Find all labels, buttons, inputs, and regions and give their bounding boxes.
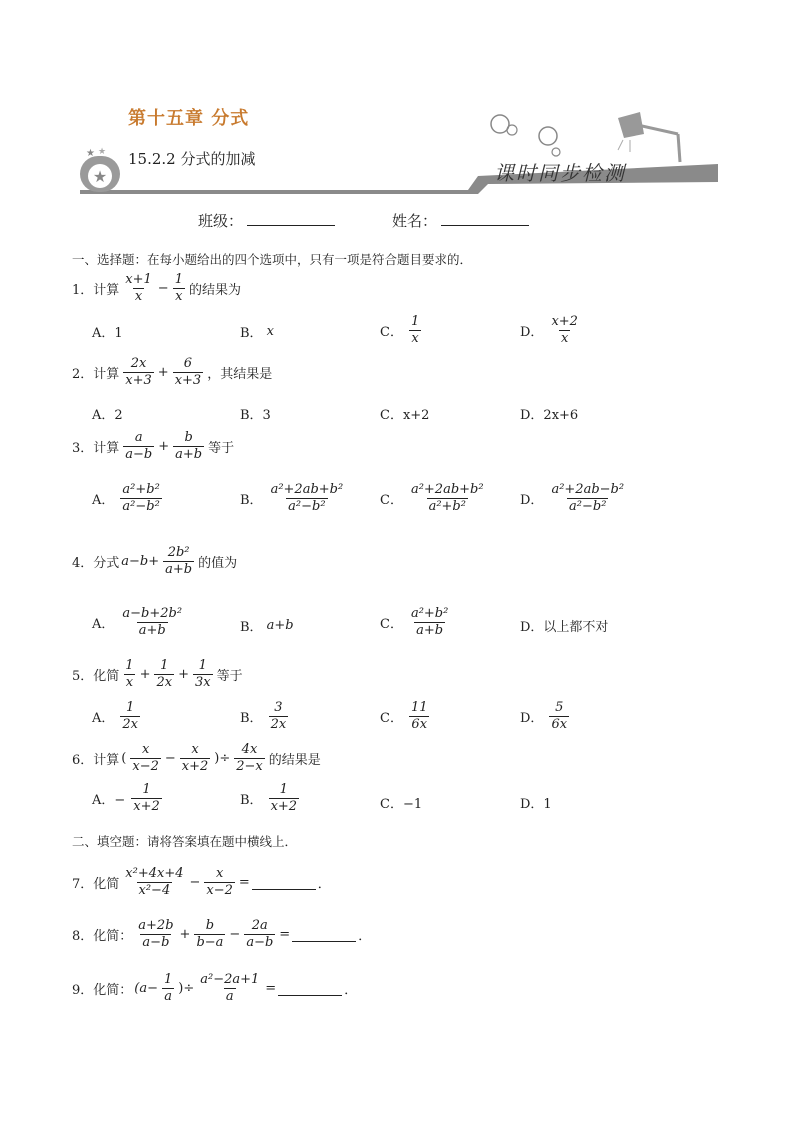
q2-option-d: D．2x+6 (520, 408, 579, 423)
answer-blank (292, 927, 356, 942)
q3-option-d: D． $\frac{\text{a²+2ab−b²}}{\text{a²−b²}}$ (520, 482, 625, 514)
q4-option-b: B． a+b (240, 618, 294, 635)
q6-option-c: C．−1 (380, 797, 423, 812)
bubble-icon (552, 148, 560, 156)
q1-option-d: D． $\frac{x+2}{x}$ (520, 314, 578, 346)
q2-option-b: B．3 (240, 408, 271, 423)
name-label: 姓名： (392, 212, 438, 230)
q4-option-a: A． $\frac{\text{a−b+2b²}}{a+b}$ (92, 606, 183, 638)
svg-text:★: ★ (92, 167, 108, 186)
q4-option-c: C． $\frac{\text{a²+b²}}{a+b}$ (380, 606, 449, 638)
q2-option-c: C．x+2 (380, 408, 430, 423)
question-7: 7．化简 $\frac{\text{x²+4x+4}}{\text{x²−4}}$ − $\frac{x}{x-2}$ = ． (72, 866, 331, 898)
q3-option-c: C． $\frac{\text{a²+2ab+b²}}{\text{a²+b²}}$ (380, 482, 484, 514)
banner-text: 课时同步检测 (494, 161, 626, 185)
q6-option-a: A．− $\frac{1}{x+2}$ (92, 782, 160, 814)
q5-option-d: D． $\frac{5}{6x}$ (520, 700, 568, 732)
question-6: 6．计算 ( $\frac{x}{x-2}$ − $\frac{x}{x+2}$ )÷ $\frac{4x}{2-x}$ 的结果是 (72, 742, 321, 774)
svg-text:★: ★ (98, 147, 107, 157)
fraction: $\frac{1}{x}$ (174, 272, 183, 304)
question-4: 4．分式 a−b+ $\frac{\text{2b²}}{a+b}$ 的值为 (72, 545, 238, 577)
q4-option-d: D．以上都不对 (520, 620, 609, 635)
q6-option-d: D．1 (520, 797, 552, 812)
question-9: 9．化简： (a− $\frac{1}{a}$ )÷ $\frac{\text{a²−2a+1}}{a}$ = ． (72, 972, 358, 1004)
chapter-title: 第十五章 分式 (128, 108, 250, 129)
q-label: 1．计算 (72, 283, 120, 298)
part1-title: 一、选择题：在每小题给出的四个选项中，只有一项是符合题目要求的． (72, 252, 473, 267)
question-5: 5．化简 $\frac{1}{x}$ + $\frac{1}{2x}$ + $\frac{1}{3x}$ 等于 (72, 658, 243, 690)
class-blank (247, 211, 335, 226)
lamp-icon (618, 112, 680, 162)
q1-option-a: A．1 (92, 326, 123, 341)
q3-option-b: B． $\frac{\text{a²+2ab+b²}}{\text{a²−b²}}$ (240, 482, 344, 514)
name-blank (441, 211, 529, 226)
question-8: 8．化简： $\frac{a+2b}{a-b}$ + $\frac{b}{b-a}$ − $\frac{2a}{a-b}$ = ． (72, 918, 372, 950)
q5-option-c: C． $\frac{11}{6x}$ (380, 700, 428, 732)
part2-title: 二、填空题：请将答案填在题中横线上． (72, 834, 298, 849)
name-field (392, 210, 529, 231)
q6-option-b: B． $\frac{1}{x+2}$ (240, 782, 298, 814)
star-badge-icon (80, 147, 120, 192)
section-title: 15.2.2 分式的加减 (128, 150, 256, 168)
class-label: 班级： (198, 212, 244, 230)
bubble-icon (507, 125, 517, 135)
q2-option-a: A．2 (92, 408, 123, 423)
question-2: 2．计算 $\frac{2x}{x+3}$ + $\frac{6}{x+3}$ ，其结果是 (72, 356, 273, 388)
bubble-icon (539, 127, 557, 145)
q5-option-b: B． $\frac{3}{2x}$ (240, 700, 287, 732)
q1-option-c: C． $\frac{1}{x}$ (380, 314, 420, 346)
bubble-icon (491, 115, 509, 133)
class-field (198, 210, 335, 231)
svg-text:★: ★ (86, 148, 95, 159)
question-1: 1．计算 $\frac{x+1}{x}$ − $\frac{1}{x}$ 的结果为 (72, 272, 241, 304)
question-3: 3．计算 $\frac{a}{a-b}$ + $\frac{b}{a+b}$ 等于 (72, 430, 235, 462)
q5-option-a: A． $\frac{1}{2x}$ (92, 700, 138, 732)
answer-blank (278, 981, 342, 996)
q1-option-b: B． x (240, 324, 274, 341)
fraction: $\frac{x+1}{x}$ (125, 272, 152, 304)
q3-option-a: A． $\frac{\text{a²+b²}}{\text{a²−b²}}$ (92, 482, 160, 514)
answer-blank (252, 875, 316, 890)
